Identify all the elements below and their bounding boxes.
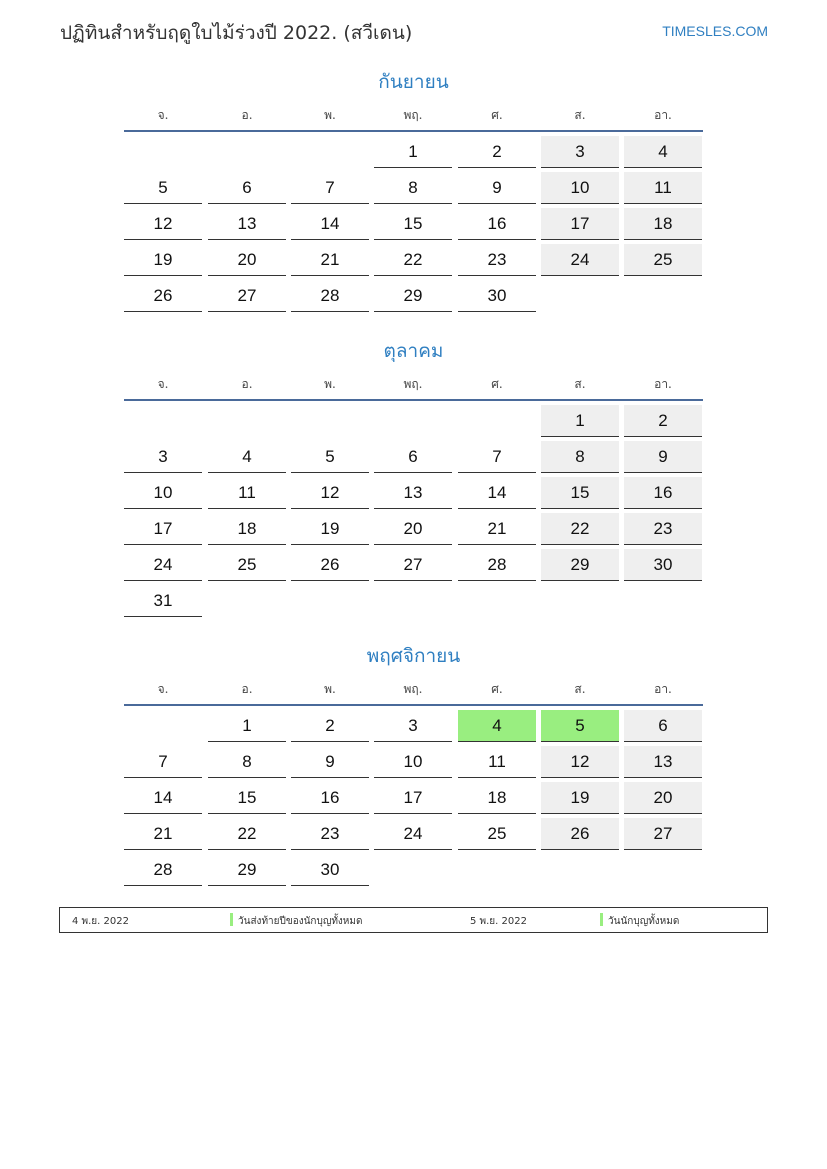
holiday-day-cell: 4: [458, 710, 536, 742]
legend-date: 5 พ.ย. 2022: [470, 916, 527, 927]
day-cell: 15: [541, 477, 619, 509]
day-cell: 30: [458, 280, 536, 312]
month-title: ตุลาคม: [383, 340, 444, 362]
day-cell: 14: [291, 208, 369, 240]
weekday-label: จ.: [157, 108, 169, 122]
weekday-label: ศ.: [491, 682, 503, 696]
weekday-label: ส.: [574, 108, 586, 122]
day-cell: 15: [374, 208, 452, 240]
weekday-label: ส.: [574, 682, 586, 696]
weekday-header: [124, 365, 703, 401]
weekday-label: ศ.: [491, 108, 503, 122]
day-cell: 18: [458, 782, 536, 814]
day-cell: 22: [208, 818, 286, 850]
day-cell: 25: [458, 818, 536, 850]
day-cell: 11: [458, 746, 536, 778]
day-cell: 20: [374, 513, 452, 545]
day-cell: 1: [208, 710, 286, 742]
day-cell: 16: [291, 782, 369, 814]
day-cell: 28: [458, 549, 536, 581]
day-cell: 24: [541, 244, 619, 276]
day-cell: 23: [458, 244, 536, 276]
day-cell: 31: [124, 585, 202, 617]
weekday-label: พ.: [324, 108, 336, 122]
day-cell: 21: [291, 244, 369, 276]
weekday-label: อา.: [654, 377, 672, 391]
day-cell: 10: [124, 477, 202, 509]
day-cell: 20: [208, 244, 286, 276]
holiday-day-cell: 5: [541, 710, 619, 742]
page-title: ปฏิทินสำหรับฤดูใบไม้ร่วงปี 2022. (สวีเดน): [60, 22, 413, 44]
day-cell: 19: [124, 244, 202, 276]
weekday-header: [124, 670, 703, 706]
day-cell: 10: [374, 746, 452, 778]
weekday-label: จ.: [157, 377, 169, 391]
day-cell: 30: [624, 549, 702, 581]
weekday-label: พฤ.: [403, 377, 423, 391]
day-cell: 12: [541, 746, 619, 778]
day-cell: 7: [291, 172, 369, 204]
day-cell: 12: [291, 477, 369, 509]
holiday-legend: [59, 907, 768, 933]
day-cell: 5: [291, 441, 369, 473]
day-cell: 19: [291, 513, 369, 545]
day-cell: 13: [208, 208, 286, 240]
day-cell: 24: [374, 818, 452, 850]
day-cell: 25: [208, 549, 286, 581]
holiday-color-marker: [230, 913, 233, 926]
weekday-label: พ.: [324, 377, 336, 391]
day-cell: 21: [458, 513, 536, 545]
weekday-label: จ.: [157, 682, 169, 696]
day-cell: 13: [624, 746, 702, 778]
day-cell: 7: [124, 746, 202, 778]
day-cell: 15: [208, 782, 286, 814]
day-cell: 4: [624, 136, 702, 168]
day-cell: 29: [374, 280, 452, 312]
weekday-label: อ.: [241, 377, 253, 391]
day-cell: 23: [624, 513, 702, 545]
day-cell: 28: [291, 280, 369, 312]
day-cell: 2: [291, 710, 369, 742]
day-cell: 9: [291, 746, 369, 778]
day-cell: 28: [124, 854, 202, 886]
holiday-color-marker: [600, 913, 603, 926]
day-cell: 6: [624, 710, 702, 742]
weekday-header: [124, 96, 703, 132]
day-cell: 19: [541, 782, 619, 814]
month-september: [124, 68, 703, 305]
day-cell: 2: [624, 405, 702, 437]
day-cell: 26: [541, 818, 619, 850]
day-cell: 24: [124, 549, 202, 581]
day-cell: 29: [541, 549, 619, 581]
weekday-label: อา.: [654, 108, 672, 122]
day-cell: 3: [124, 441, 202, 473]
day-cell: 18: [624, 208, 702, 240]
weekday-label: ศ.: [491, 377, 503, 391]
site-link[interactable]: TIMESLES.COM: [662, 23, 768, 39]
day-cell: 27: [374, 549, 452, 581]
legend-date: 4 พ.ย. 2022: [72, 916, 129, 927]
day-cell: 4: [208, 441, 286, 473]
day-cell: 8: [208, 746, 286, 778]
weekday-label: อ.: [241, 108, 253, 122]
day-cell: 26: [291, 549, 369, 581]
day-cell: 1: [374, 136, 452, 168]
day-cell: 5: [124, 172, 202, 204]
day-cell: 14: [124, 782, 202, 814]
day-cell: 22: [374, 244, 452, 276]
day-cell: 22: [541, 513, 619, 545]
day-cell: 27: [624, 818, 702, 850]
day-cell: 16: [624, 477, 702, 509]
day-cell: 29: [208, 854, 286, 886]
day-cell: 8: [374, 172, 452, 204]
day-cell: 8: [541, 441, 619, 473]
legend-label: วันนักบุญทั้งหมด: [608, 916, 680, 927]
day-cell: 3: [374, 710, 452, 742]
day-cell: 14: [458, 477, 536, 509]
day-cell: 13: [374, 477, 452, 509]
day-cell: 16: [458, 208, 536, 240]
day-cell: 26: [124, 280, 202, 312]
day-cell: 7: [458, 441, 536, 473]
weekday-label: ส.: [574, 377, 586, 391]
day-cell: 18: [208, 513, 286, 545]
day-cell: 9: [458, 172, 536, 204]
day-cell: 3: [541, 136, 619, 168]
month-title: กันยายน: [378, 71, 449, 93]
day-cell: 9: [624, 441, 702, 473]
day-cell: 17: [374, 782, 452, 814]
day-cell: 6: [208, 172, 286, 204]
day-cell: 17: [541, 208, 619, 240]
day-cell: 12: [124, 208, 202, 240]
day-cell: 23: [291, 818, 369, 850]
day-cell: 10: [541, 172, 619, 204]
month-october: [124, 337, 703, 610]
day-cell: 21: [124, 818, 202, 850]
weekday-label: พ.: [324, 682, 336, 696]
weekday-label: อา.: [654, 682, 672, 696]
day-cell: 1: [541, 405, 619, 437]
day-cell: 2: [458, 136, 536, 168]
legend-label: วันส่งท้ายปีของนักบุญทั้งหมด: [238, 916, 363, 927]
day-cell: 30: [291, 854, 369, 886]
day-cell: 17: [124, 513, 202, 545]
day-cell: 25: [624, 244, 702, 276]
weekday-label: อ.: [241, 682, 253, 696]
day-cell: 11: [208, 477, 286, 509]
day-cell: 20: [624, 782, 702, 814]
day-cell: 27: [208, 280, 286, 312]
weekday-label: พฤ.: [403, 108, 423, 122]
weekday-label: พฤ.: [403, 682, 423, 696]
month-title: พฤศจิกายน: [366, 645, 461, 667]
day-cell: 11: [624, 172, 702, 204]
day-cell: 6: [374, 441, 452, 473]
page-header: [60, 18, 768, 48]
month-november: [124, 642, 703, 879]
